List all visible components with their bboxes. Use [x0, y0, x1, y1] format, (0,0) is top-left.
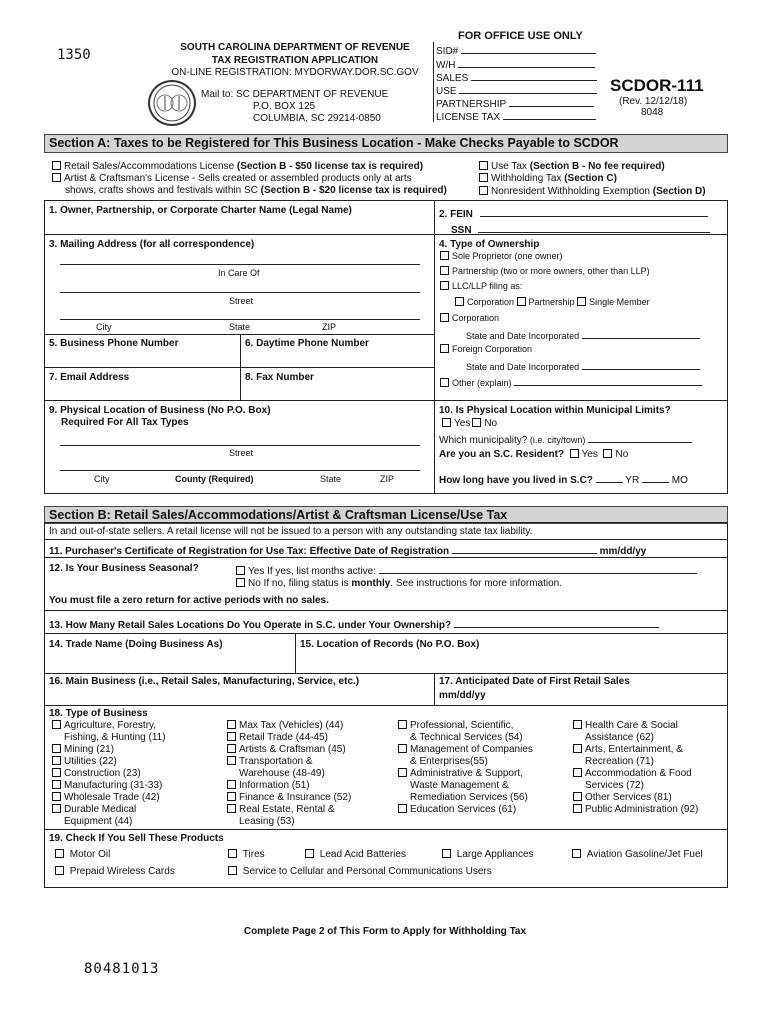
product-lead-acid[interactable]: Lead Acid Batteries [305, 849, 406, 861]
location-zip-label: ZIP [380, 474, 395, 484]
q1-legal-name: 1. Owner, Partnership, or Corporate Charter Name (Legal Name) [49, 205, 352, 216]
ssn-field[interactable]: SSN [451, 222, 710, 237]
municipal-yes-no[interactable]: Yes No [442, 418, 497, 430]
section-a-header: Section A: Taxes to be Registered for This Business Location - Make Checks Payable to SCDOR [44, 134, 728, 153]
location-street-line[interactable] [60, 445, 420, 446]
biz-col-3[interactable]: Professional, Scientific, & Technical Services (54) Management of Companies & Enterprises(55) Administrative & Support, Waste Management & Remediation Services (56) Education Services (61) [398, 720, 533, 816]
zip-label: ZIP [322, 322, 337, 332]
biz-col-2[interactable]: Max Tax (Vehicles) (44) Retail Trade (44-45) Artists & Craftsman (45) Transportation & Warehouse (48-49) Information (51) Finance & Insurance (52) Real Estate, Rental & Leasing (53) [227, 720, 351, 828]
q8-fax: 8. Fax Number [245, 372, 314, 383]
product-appliances[interactable]: Large Appliances [442, 849, 534, 861]
q19-products: 19. Check If You Sell These Products [49, 833, 224, 844]
q13-locations[interactable]: 13. How Many Retail Sales Locations Do You Operate in S.C. under Your Ownership? [49, 617, 659, 632]
mail-to: Mail to: SC DEPARTMENT OF REVENUE [201, 89, 389, 100]
in-care-of-label: In Care Of [218, 268, 260, 278]
location-city-line[interactable] [60, 470, 420, 471]
online-registration: ON-LINE REGISTRATION: MYDORWAY.DOR.SC.GOV [171, 67, 419, 78]
form-code: SCDOR-111 [610, 76, 704, 95]
product-prepaid-wireless[interactable]: Prepaid Wireless Cards [55, 866, 175, 878]
section-b-intro: In and out-of-state sellers. A retail license will not be issued to a person with any outstanding state tax liability. [49, 526, 533, 537]
form-revision: (Rev. 12/12/18) [619, 96, 688, 107]
own-corporation[interactable]: Corporation [440, 313, 499, 324]
product-tires[interactable]: Tires [228, 849, 265, 861]
corp-state-date[interactable]: State and Date Incorporated [466, 328, 700, 342]
q6-daytime-phone: 6. Daytime Phone Number [245, 338, 369, 349]
city-state-zip-line[interactable] [60, 319, 420, 320]
q18-type-of-business: 18. Type of Business [49, 708, 148, 719]
fein-field[interactable]: 2. FEIN [439, 206, 708, 221]
product-motor-oil[interactable]: Motor Oil [55, 849, 110, 861]
in-care-of-line[interactable] [60, 264, 420, 265]
how-long-in-sc[interactable]: How long have you lived in S.C? YR MO [439, 472, 688, 487]
section-b-header: Section B: Retail Sales/Accommodations/Artist & Craftsman License/Use Tax [44, 506, 728, 524]
office-use: USE [436, 83, 597, 98]
own-foreign[interactable]: Foreign Corporation [440, 344, 532, 355]
nonresident-option[interactable]: Nonresident Withholding Exemption (Section D) [479, 186, 706, 198]
seasonal-no[interactable]: No If no, filing status is monthly. See instructions for more information. [236, 578, 562, 590]
q7-email: 7. Email Address [49, 372, 130, 383]
own-sole[interactable]: Sole Proprietor (one owner) [440, 251, 563, 262]
q10-municipal: 10. Is Physical Location within Municipal Limits? [439, 405, 671, 416]
own-partnership[interactable]: Partnership (two or more owners, other than LLP) [440, 266, 650, 277]
location-state-label: State [320, 474, 342, 484]
zero-return-note: You must file a zero return for active periods with no sales. [49, 595, 329, 606]
office-sales: SALES [436, 70, 597, 85]
product-aviation-fuel[interactable]: Aviation Gasoline/Jet Fuel [572, 849, 703, 861]
q11-purchaser-cert[interactable]: 11. Purchaser's Certificate of Registration for Use Tax: Effective Date of Registration mm/dd/yy [49, 543, 646, 558]
retail-license-option[interactable]: Retail Sales/Accommodations License (Section B - $50 license tax is required) [52, 161, 423, 173]
office-use-title: FOR OFFICE USE ONLY [458, 30, 583, 42]
office-wh: W/H [436, 57, 595, 72]
product-cellular-service[interactable]: Service to Cellular and Personal Communications Users [228, 866, 492, 878]
city-label: City [96, 322, 112, 332]
application-title: TAX REGISTRATION APPLICATION [211, 55, 379, 66]
office-license-tax: LICENSE TAX [436, 109, 596, 124]
office-partnership: PARTNERSHIP [436, 96, 594, 111]
footer-code: 80481013 [84, 961, 160, 977]
q16-main-business: 16. Main Business (i.e., Retail Sales, Manufacturing, Service, etc.) [49, 676, 360, 687]
form-number: 8048 [641, 107, 664, 118]
office-sid: SID# [436, 43, 596, 58]
sc-resident[interactable]: Are you an S.C. Resident? Yes No [439, 449, 629, 460]
own-llc[interactable]: LLC/LLP filing as: [440, 281, 522, 292]
footer-note: Complete Page 2 of This Form to Apply for Withholding Tax [243, 926, 527, 937]
withholding-option[interactable]: Withholding Tax (Section C) [479, 173, 617, 185]
biz-col-4[interactable]: Health Care & Social Assistance (62) Arts, Entertainment, & Recreation (71) Accommodation & Food Services (72) Other Services (81) Public Administration (92) [573, 720, 698, 816]
street-label: Street [229, 296, 254, 306]
foreign-state-date[interactable]: State and Date Incorporated [466, 359, 700, 373]
state-seal-icon [148, 80, 196, 126]
q3-mailing-address: 3. Mailing Address (for all correspondence) [49, 239, 255, 250]
own-other[interactable]: Other (explain) [440, 375, 702, 389]
q5-business-phone: 5. Business Phone Number [49, 338, 179, 349]
q14-trade-name: 14. Trade Name (Doing Business As) [49, 639, 223, 650]
q4-ownership: 4. Type of Ownership [439, 239, 540, 250]
q17-format: mm/dd/yy [439, 690, 486, 701]
q15-records-location: 15. Location of Records (No P.O. Box) [300, 639, 480, 650]
artist-license-line2: shows, crafts shows and festivals within SC (Section B - $20 license tax is required) [65, 185, 447, 196]
llc-options[interactable]: Corporation Partnership Single Member [455, 297, 650, 308]
state-label: State [229, 322, 251, 332]
street-line[interactable] [60, 292, 420, 293]
city-line: COLUMBIA, SC 29214-0850 [253, 113, 381, 124]
location-county-label: County (Required) [175, 474, 254, 484]
location-street-label: Street [229, 448, 254, 458]
handwritten-code: 1350 [57, 47, 91, 63]
q9-physical-location: 9. Physical Location of Business (No P.O. Box) [49, 405, 271, 416]
which-municipality[interactable]: Which municipality? (i.e. city/town) [439, 432, 692, 447]
artist-license-option[interactable]: Artist & Craftsman's License - Sells created or assembled products only at arts [52, 173, 412, 185]
po-box: P.O. BOX 125 [253, 101, 316, 112]
department-title: SOUTH CAROLINA DEPARTMENT OF REVENUE [180, 42, 410, 53]
location-city-label: City [94, 474, 110, 484]
q17-first-sales-date: 17. Anticipated Date of First Retail Sales [439, 676, 630, 687]
seasonal-yes[interactable]: Yes If yes, list months active: [236, 563, 697, 578]
q9-required: Required For All Tax Types [61, 417, 189, 428]
use-tax-option[interactable]: Use Tax (Section B - No fee required) [479, 161, 665, 173]
biz-col-1[interactable]: Agriculture, Forestry, Fishing, & Hunting (11) Mining (21) Utilities (22) Construction (23) Manufacturing (31-33) Wholesale Trade (42) Durable Medical Equipment (44) [52, 720, 166, 828]
q12-seasonal: 12. Is Your Business Seasonal? [49, 563, 199, 574]
